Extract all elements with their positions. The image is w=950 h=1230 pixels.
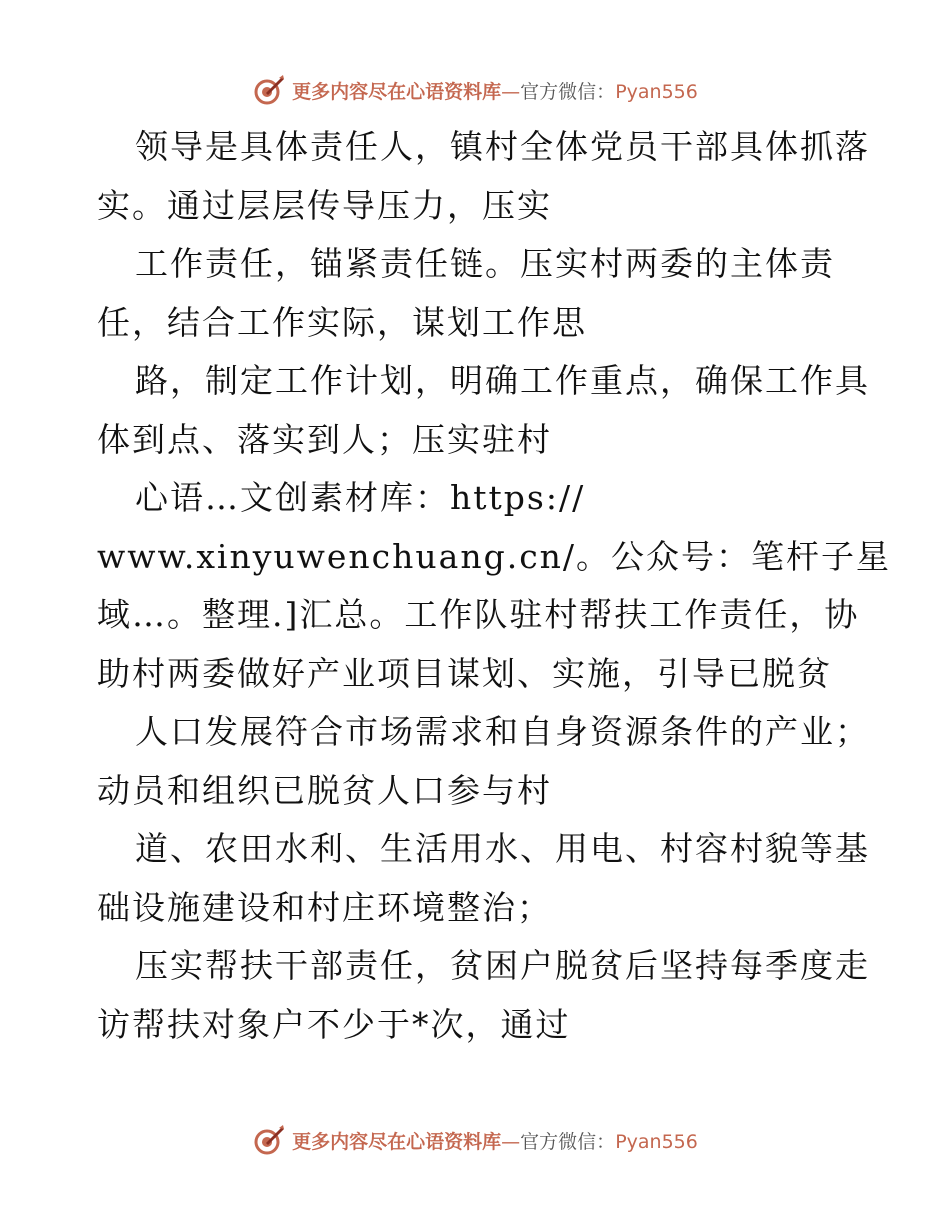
header-wechat-label: 官方微信： (520, 80, 616, 103)
text-line-7: 心语…文创素材库：https:// (135, 478, 586, 517)
quill-pen-logo-icon (252, 73, 286, 107)
text-line-6: 体到点、落实到人；压实驻村 (97, 419, 552, 459)
text-line-15: 压实帮扶干部责任，贫困户脱贫后坚持每季度走 (135, 946, 870, 985)
footer-wechat-id: Pyan556 (615, 1130, 698, 1153)
text-line-13: 道、农田水利、生活用水、用电、村容村貌等基 (135, 829, 870, 868)
quill-pen-logo-icon (252, 1123, 286, 1157)
text-line-3: 工作责任，锚紧责任链。压实村两委的主体责 (135, 244, 835, 283)
document-body (97, 118, 892, 1054)
text-line-11: 人口发展符合市场需求和自身资源条件的产业； (135, 712, 870, 751)
text-line-2: 实。通过层层传导压力，压实 (97, 185, 552, 225)
footer-banner-text (292, 1127, 698, 1154)
header-wechat-id: Pyan556 (615, 80, 698, 103)
text-line-12: 动员和组织已脱贫人口参与村 (97, 770, 552, 810)
text-line-16: 访帮扶对象户不少于*次，通过 (97, 1004, 571, 1044)
text-line-9: 域…。整理.]汇总。工作队驻村帮扶工作责任，协 (97, 595, 860, 634)
header-dash: — (501, 80, 521, 103)
header-banner (0, 70, 950, 110)
footer-dash: — (501, 1130, 521, 1153)
header-brand: 更多内容尽在心语资料库 (292, 80, 502, 103)
footer-brand: 更多内容尽在心语资料库 (292, 1130, 502, 1153)
text-line-5: 路，制定工作计划，明确工作重点，确保工作具 (135, 361, 870, 400)
footer-wechat-label: 官方微信： (520, 1130, 616, 1153)
text-line-4: 任，结合工作实际，谋划工作思 (97, 302, 587, 342)
text-line-14: 础设施建设和村庄环境整治； (97, 887, 552, 927)
header-banner-text (292, 77, 698, 104)
text-line-10: 助村两委做好产业项目谋划、实施，引导已脱贫 (97, 653, 832, 693)
text-line-8: www.xinyuwenchuang.cn/。公众号：笔杆子星 (97, 536, 892, 576)
text-line-1: 领导是具体责任人，镇村全体党员干部具体抓落 (135, 127, 870, 166)
footer-banner (0, 1120, 950, 1160)
